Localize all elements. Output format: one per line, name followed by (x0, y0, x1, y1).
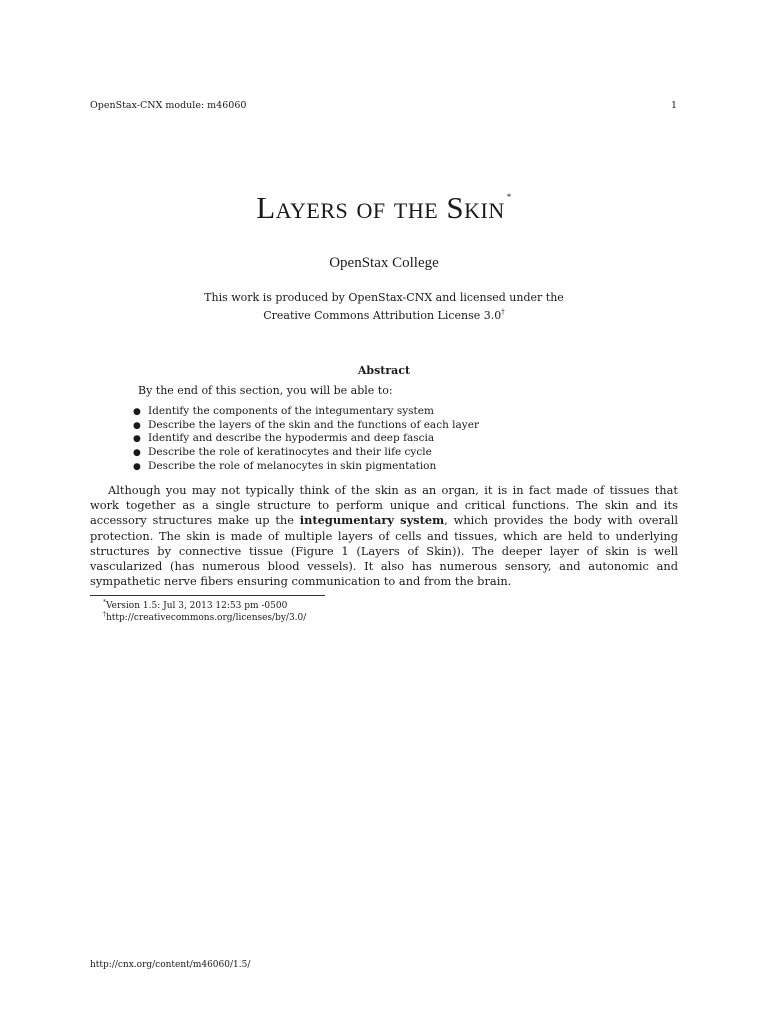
bullet-icon: ● (133, 461, 141, 472)
document-title (0, 190, 768, 226)
abstract-intro: By the end of this section, you will be able to: (138, 384, 393, 397)
footer-url-link[interactable]: http://cnx.org/content/m46060/1.5/ (90, 960, 251, 970)
learning-objectives-list (133, 405, 479, 473)
list-item: ● Identify and describe the hypodermis and deep fascia (133, 432, 479, 446)
license-line-1: This work is produced by OpenStax-CNX and licensed under the (204, 291, 564, 304)
title-text: Layers of the Skin (256, 190, 505, 225)
bullet-icon: ● (133, 420, 141, 431)
bullet-icon: ● (133, 434, 141, 445)
term-integumentary-system: integumentary system (299, 513, 445, 528)
bullet-icon: ● (133, 448, 141, 459)
footnote-version: *Version 1.5: Jul 3, 2013 12:53 pm -0500 (103, 599, 288, 611)
page-header-module: OpenStax-CNX module: m46060 (90, 100, 247, 111)
list-item: ● Identify the components of the integumentary system (133, 405, 479, 419)
license-name: Creative Commons Attribution License 3.0 (263, 309, 502, 322)
footnote-license-url[interactable]: †http://creativecommons.org/licenses/by/3.0/ (103, 611, 307, 623)
bullet-icon: ● (133, 407, 141, 417)
license-line-2 (0, 305, 768, 323)
body-paragraph: Although you may not typically think of the skin as an organ, it is in fact made of tissues that work together as a single structure to perform unique and critical functions. The skin and its accessory structures make up the integumentary system, which provides the body with overall protection. The skin is made of multiple layers of cells and tissues, which are held to underlying structures by connective tissue (Figure 1 (Layers of Skin)). The deeper layer of skin is well vascularized (has numerous blood vessels). It also has numerous sensory, and autonomic and sympathetic nerve fibers ensuring communication to and from the brain. (90, 483, 679, 589)
list-item: ● Describe the role of keratinocytes and their life cycle (133, 446, 479, 460)
license-footnote-mark: † (501, 308, 505, 316)
title-footnote-mark: * (506, 192, 512, 202)
list-item: ● Describe the layers of the skin and the functions of each layer (133, 419, 479, 433)
page-number: 1 (670, 100, 677, 111)
abstract-heading: Abstract (357, 364, 411, 377)
license-statement (0, 290, 768, 323)
footnote-divider (90, 595, 325, 596)
list-item: ● Describe the role of melanocytes in skin pigmentation (133, 460, 479, 474)
author-name: OpenStax College (329, 255, 439, 271)
